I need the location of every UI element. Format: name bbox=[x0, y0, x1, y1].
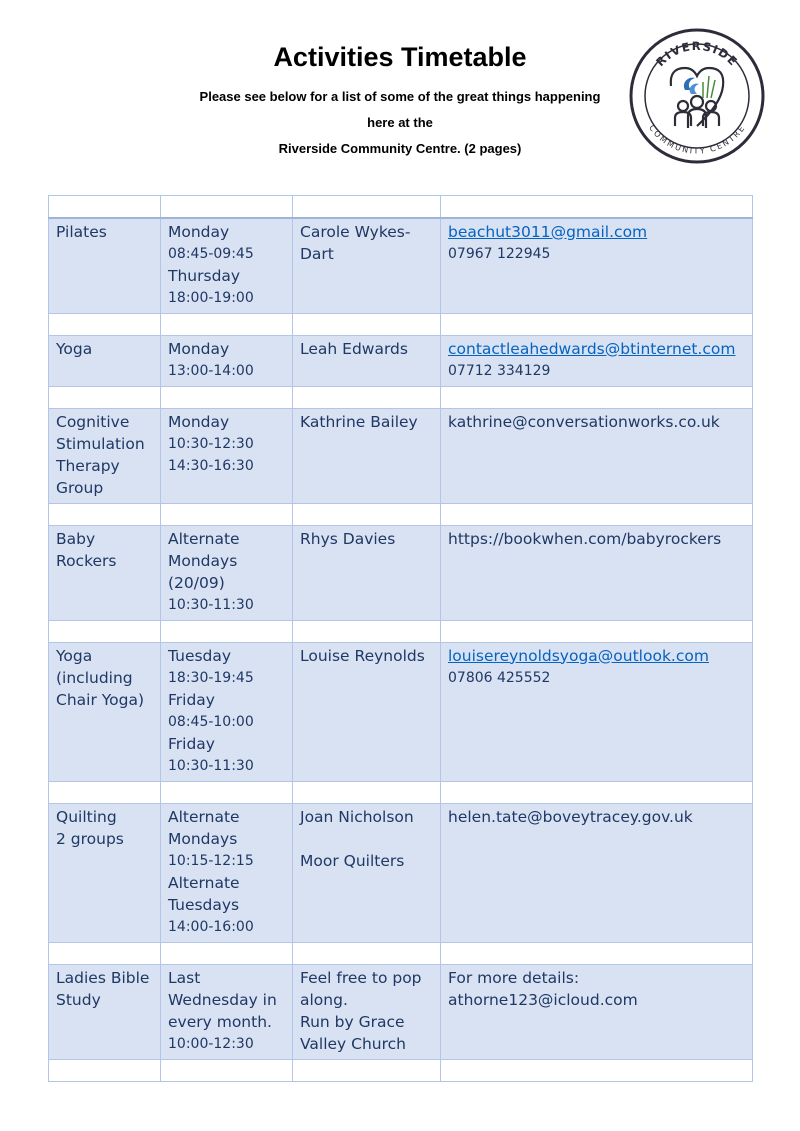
activity-line: Baby bbox=[56, 529, 96, 548]
page-title: Activities Timetable bbox=[273, 42, 527, 72]
time-line: 10:30-11:30 bbox=[168, 596, 254, 613]
time-line: Monday bbox=[168, 222, 230, 241]
time-line: Tuesday bbox=[168, 646, 232, 665]
logo-text-bottom: COMMUNITY CENTRE bbox=[647, 123, 747, 156]
time-line: 10:15-12:15 bbox=[168, 852, 254, 869]
email-link[interactable]: contactleahedwards@btinternet.com bbox=[448, 339, 736, 358]
spacer-row bbox=[49, 781, 753, 803]
activity-cell bbox=[49, 803, 161, 942]
contact-cell bbox=[293, 218, 441, 314]
activity-cell bbox=[49, 335, 161, 386]
activity-line: Quilting bbox=[56, 807, 117, 826]
time-line: Last bbox=[168, 968, 201, 987]
contact-line: Run by Grace bbox=[300, 1012, 405, 1031]
table-cell bbox=[49, 503, 161, 525]
contact-line: Valley Church bbox=[300, 1034, 406, 1053]
time-line: (20/09) bbox=[168, 573, 225, 592]
activity-cell bbox=[49, 964, 161, 1059]
table-cell bbox=[49, 313, 161, 335]
details-line: helen.tate@boveytracey.gov.uk bbox=[448, 807, 693, 826]
table-cell bbox=[293, 1059, 441, 1081]
time-line: 14:00-16:00 bbox=[168, 918, 254, 935]
table-row bbox=[49, 803, 753, 942]
time-line: 08:45-09:45 bbox=[168, 245, 254, 262]
table-cell bbox=[293, 386, 441, 408]
details-line: https://bookwhen.com/babyrockers bbox=[448, 529, 722, 548]
time-line: Alternate bbox=[168, 529, 240, 548]
time-line: 13:00-14:00 bbox=[168, 362, 254, 379]
table-cell bbox=[49, 196, 161, 218]
details-cell bbox=[441, 964, 753, 1059]
table-cell bbox=[441, 386, 753, 408]
table-header-row bbox=[49, 196, 753, 218]
contact-line bbox=[300, 828, 433, 850]
contact-line: Feel free to pop bbox=[300, 968, 422, 987]
activity-line: Group bbox=[56, 478, 104, 497]
table-cell bbox=[441, 1059, 753, 1081]
table-row bbox=[49, 964, 753, 1059]
table-cell bbox=[161, 503, 293, 525]
activities-table bbox=[48, 195, 753, 1082]
contact-line: Rhys Davies bbox=[300, 529, 396, 548]
table-cell bbox=[49, 1059, 161, 1081]
time-line: Friday bbox=[168, 734, 215, 753]
times-cell bbox=[161, 218, 293, 314]
contact-line: Carole Wykes- bbox=[300, 222, 411, 241]
table-cell bbox=[441, 313, 753, 335]
table-cell bbox=[161, 1059, 293, 1081]
contact-cell bbox=[293, 803, 441, 942]
activity-line: Yoga bbox=[56, 339, 93, 358]
table-cell bbox=[161, 942, 293, 964]
table-cell bbox=[161, 781, 293, 803]
time-line: Monday bbox=[168, 412, 230, 431]
time-line: Alternate bbox=[168, 873, 240, 892]
contact-line: Louise Reynolds bbox=[300, 646, 425, 665]
details-cell bbox=[441, 218, 753, 314]
activity-line: Chair Yoga) bbox=[56, 690, 145, 709]
subtitle-line-2: here at the bbox=[367, 115, 433, 130]
table-row bbox=[49, 335, 753, 386]
details-line: 07806 425552 bbox=[448, 669, 551, 686]
times-cell bbox=[161, 964, 293, 1059]
details-cell bbox=[441, 408, 753, 503]
details-cell bbox=[441, 335, 753, 386]
time-line: Monday bbox=[168, 339, 230, 358]
activity-cell bbox=[49, 525, 161, 620]
time-line: 18:30-19:45 bbox=[168, 669, 254, 686]
table-cell bbox=[441, 196, 753, 218]
contact-cell bbox=[293, 408, 441, 503]
table-cell bbox=[161, 620, 293, 642]
time-line: 08:45-10:00 bbox=[168, 713, 254, 730]
time-line: 10:00-12:30 bbox=[168, 1035, 254, 1052]
time-line: Wednesday in bbox=[168, 990, 277, 1009]
contact-cell bbox=[293, 642, 441, 781]
details-cell bbox=[441, 803, 753, 942]
time-line: Alternate bbox=[168, 807, 240, 826]
activity-line: Study bbox=[56, 990, 101, 1009]
table-cell bbox=[441, 942, 753, 964]
table-cell bbox=[49, 386, 161, 408]
subtitle-line-3: Riverside Community Centre. (2 pages) bbox=[278, 141, 522, 156]
riverside-community-centre-logo bbox=[629, 28, 765, 164]
table-cell bbox=[161, 386, 293, 408]
contact-line: along. bbox=[300, 990, 348, 1009]
table-cell bbox=[293, 503, 441, 525]
table-cell bbox=[441, 781, 753, 803]
spacer-row bbox=[49, 942, 753, 964]
contact-line: Joan Nicholson bbox=[300, 807, 414, 826]
time-line: 18:00-19:00 bbox=[168, 289, 254, 306]
table-cell bbox=[161, 196, 293, 218]
time-line: Thursday bbox=[168, 266, 241, 285]
activity-line: Yoga bbox=[56, 646, 93, 665]
times-cell bbox=[161, 642, 293, 781]
table-row bbox=[49, 525, 753, 620]
table-cell bbox=[441, 620, 753, 642]
activity-line: Cognitive bbox=[56, 412, 130, 431]
times-cell bbox=[161, 803, 293, 942]
activity-line: Ladies Bible bbox=[56, 968, 150, 987]
time-line: 14:30-16:30 bbox=[168, 457, 254, 474]
spacer-row bbox=[49, 503, 753, 525]
time-line: 10:30-12:30 bbox=[168, 435, 254, 452]
table-row bbox=[49, 642, 753, 781]
details-line: kathrine@conversationworks.co.uk bbox=[448, 412, 720, 431]
time-line: Friday bbox=[168, 690, 215, 709]
table-row bbox=[49, 218, 753, 314]
times-cell bbox=[161, 408, 293, 503]
activity-cell bbox=[49, 642, 161, 781]
details-line: 07712 334129 bbox=[448, 362, 551, 379]
table-cell bbox=[293, 781, 441, 803]
details-cell bbox=[441, 525, 753, 620]
logo-text-top: RIVERSIDE bbox=[653, 38, 741, 70]
email-link[interactable]: louisereynoldsyoga@outlook.com bbox=[448, 646, 709, 665]
spacer-row bbox=[49, 386, 753, 408]
table-cell bbox=[293, 313, 441, 335]
activity-line: Stimulation bbox=[56, 434, 145, 453]
subtitle-line-1: Please see below for a list of some of the great things happening bbox=[199, 89, 601, 104]
contact-cell bbox=[293, 964, 441, 1059]
contact-cell bbox=[293, 525, 441, 620]
table-cell bbox=[49, 620, 161, 642]
contact-line: Kathrine Bailey bbox=[300, 412, 418, 431]
table-cell bbox=[293, 196, 441, 218]
table-cell bbox=[49, 942, 161, 964]
spacer-row bbox=[49, 620, 753, 642]
table-cell bbox=[293, 942, 441, 964]
details-cell bbox=[441, 642, 753, 781]
table-cell bbox=[293, 620, 441, 642]
details-line: athorne123@icloud.com bbox=[448, 990, 638, 1009]
contact-line: Dart bbox=[300, 244, 334, 263]
details-line: 07967 122945 bbox=[448, 245, 551, 262]
activity-line: 2 groups bbox=[56, 829, 124, 848]
email-link[interactable]: beachut3011@gmail.com bbox=[448, 222, 648, 241]
contact-line: Leah Edwards bbox=[300, 339, 408, 358]
times-cell bbox=[161, 525, 293, 620]
activity-line: Rockers bbox=[56, 551, 117, 570]
time-line: Mondays bbox=[168, 551, 238, 570]
time-line: 10:30-11:30 bbox=[168, 757, 254, 774]
activity-line: Pilates bbox=[56, 222, 107, 241]
details-line: For more details: bbox=[448, 968, 580, 987]
activity-line: (including bbox=[56, 668, 133, 687]
table-row bbox=[49, 408, 753, 503]
table-cell bbox=[49, 781, 161, 803]
table-cell bbox=[441, 503, 753, 525]
activity-cell bbox=[49, 218, 161, 314]
spacer-row bbox=[49, 313, 753, 335]
contact-cell bbox=[293, 335, 441, 386]
activity-line: Therapy bbox=[56, 456, 120, 475]
time-line: Tuesdays bbox=[168, 895, 240, 914]
time-line: every month. bbox=[168, 1012, 272, 1031]
activity-cell bbox=[49, 408, 161, 503]
contact-line: Moor Quilters bbox=[300, 851, 405, 870]
table-cell bbox=[161, 313, 293, 335]
times-cell bbox=[161, 335, 293, 386]
time-line: Mondays bbox=[168, 829, 238, 848]
spacer-row bbox=[49, 1059, 753, 1081]
